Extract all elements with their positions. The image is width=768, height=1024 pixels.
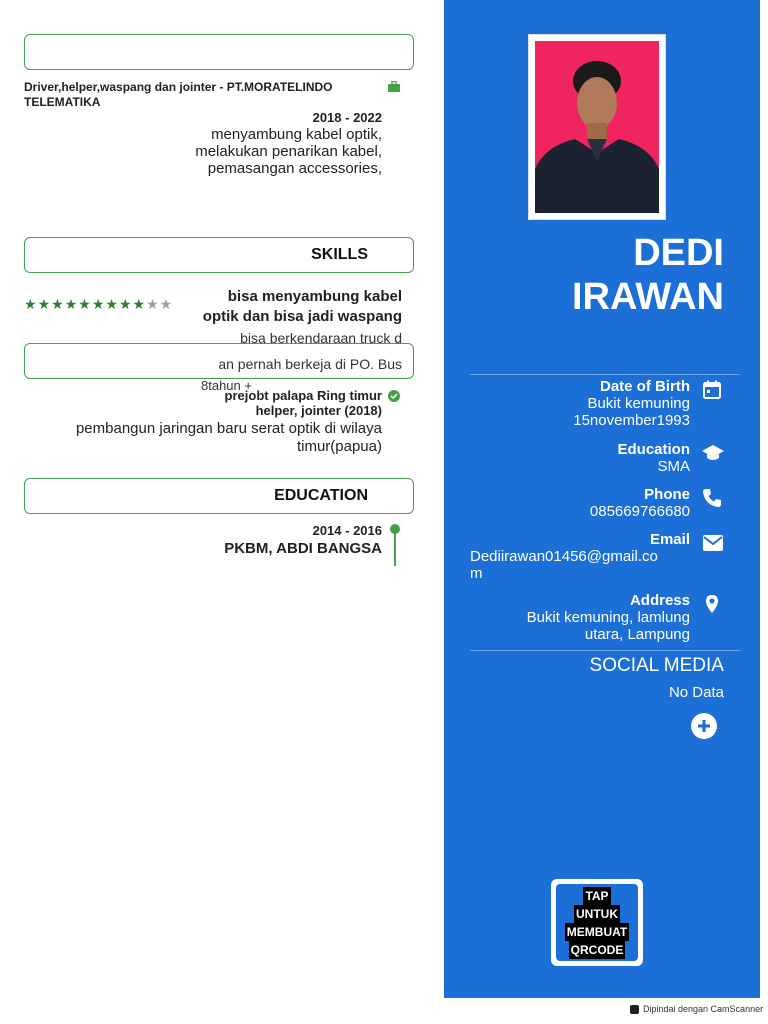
star-empty-icon: ★ <box>159 296 174 312</box>
experience-period: 2018 - 2022 <box>312 110 382 125</box>
star-empty-icon: ★ <box>146 296 160 312</box>
project-role: helper, jointer (2018) <box>255 403 382 418</box>
star-filled-icon: ★ <box>118 296 133 312</box>
mail-icon <box>702 534 724 554</box>
star-filled-icon: ★ <box>37 296 52 312</box>
first-name: DEDI <box>633 232 724 274</box>
address-block <box>470 592 690 643</box>
skill-rating <box>24 296 173 314</box>
education-period: 2014 - 2016 <box>312 523 382 538</box>
edu-block <box>470 441 690 475</box>
dob-value-2: 15november1993 <box>573 412 690 429</box>
timeline-dot-icon <box>390 524 400 566</box>
star-filled-icon: ★ <box>24 296 38 312</box>
qrcode-text <box>551 887 643 959</box>
add-social-button[interactable] <box>691 713 717 739</box>
profile-photo-frame <box>528 34 666 220</box>
email-block <box>470 531 690 582</box>
skill-overlay-2: an pernah berkeja di PO. Bus <box>218 356 402 372</box>
divider <box>470 374 740 375</box>
phone-value: 085669766680 <box>589 503 690 520</box>
location-pin-icon <box>702 594 722 614</box>
qrcode-line-1: TAP <box>585 889 609 903</box>
experience-header-box <box>24 34 414 70</box>
star-filled-icon: ★ <box>51 296 65 312</box>
skill-line-1: bisa menyambung kabel <box>227 288 402 305</box>
experience-desc-2: melakukan penarikan kabel, <box>195 143 382 160</box>
address-value-1: Bukit kemuning, lamlung <box>526 609 690 626</box>
sidebar <box>444 0 760 998</box>
dob-label: Date of Birth <box>600 378 690 395</box>
project-desc-2: timur(papua) <box>296 438 382 455</box>
experience-desc-1: menyambung kabel optik, <box>211 126 382 143</box>
phone-label: Phone <box>644 486 690 503</box>
profile-photo <box>535 41 659 213</box>
star-rating-icons <box>24 296 173 312</box>
last-name: IRAWAN <box>572 276 724 318</box>
star-filled-icon: ★ <box>64 296 79 312</box>
star-filled-icon: ★ <box>91 296 106 312</box>
qrcode-line-3: MEMBUAT <box>566 925 628 939</box>
social-value: No Data <box>668 684 724 701</box>
address-label: Address <box>629 592 690 609</box>
qrcode-line-4: QRCODE <box>570 943 624 957</box>
check-circle-icon <box>388 389 400 401</box>
skills-header-box <box>24 237 414 273</box>
camscanner-logo-icon <box>630 1005 639 1014</box>
email-label: Email <box>649 531 690 548</box>
star-filled-icon: ★ <box>132 296 147 312</box>
qrcode-button[interactable] <box>551 879 643 966</box>
education-school: PKBM, ABDI BANGSA <box>224 540 382 557</box>
skill-line-2: optik dan bisa jadi waspang <box>202 308 402 325</box>
skills-heading: SKILLS <box>311 246 368 263</box>
camscanner-watermark <box>630 1004 763 1014</box>
email-value-1: Dediirawan01456@gmail.co <box>470 548 658 565</box>
dob-block <box>470 378 690 429</box>
education-header-box <box>24 478 414 514</box>
dob-value-1: Bukit kemuning <box>587 395 690 412</box>
edu-label: Education <box>617 441 690 458</box>
qrcode-line-2: UNTUK <box>576 907 618 921</box>
experience-job-title: Driver,helper,waspang dan jointer - PT.MORATELINDO TELEMATIKA <box>24 80 333 109</box>
phone-block <box>470 486 690 520</box>
project-desc-1: pembangun jaringan baru serat optik di wilaya <box>75 420 382 437</box>
skill-overlay-1: bisa berkendaraan truck d <box>240 330 402 346</box>
skill-overlay-3: 8tahun + <box>201 378 252 393</box>
star-filled-icon: ★ <box>78 296 92 312</box>
divider-2 <box>470 650 740 651</box>
project-title: prejobt palapa Ring timur <box>224 388 382 403</box>
calendar-icon <box>702 380 722 400</box>
graduation-cap-icon <box>702 443 724 463</box>
briefcase-icon <box>387 80 401 92</box>
phone-icon <box>702 488 722 508</box>
edu-value: SMA <box>657 458 690 475</box>
social-heading: SOCIAL MEDIA <box>589 655 724 676</box>
experience-desc-3: pemasangan accessories, <box>207 160 382 177</box>
education-heading: EDUCATION <box>274 487 368 504</box>
address-value-2: utara, Lampung <box>584 626 690 643</box>
star-filled-icon: ★ <box>105 296 119 312</box>
camscanner-text: Dipindai dengan CamScanner <box>643 1004 764 1014</box>
email-value-2: m <box>470 565 483 582</box>
